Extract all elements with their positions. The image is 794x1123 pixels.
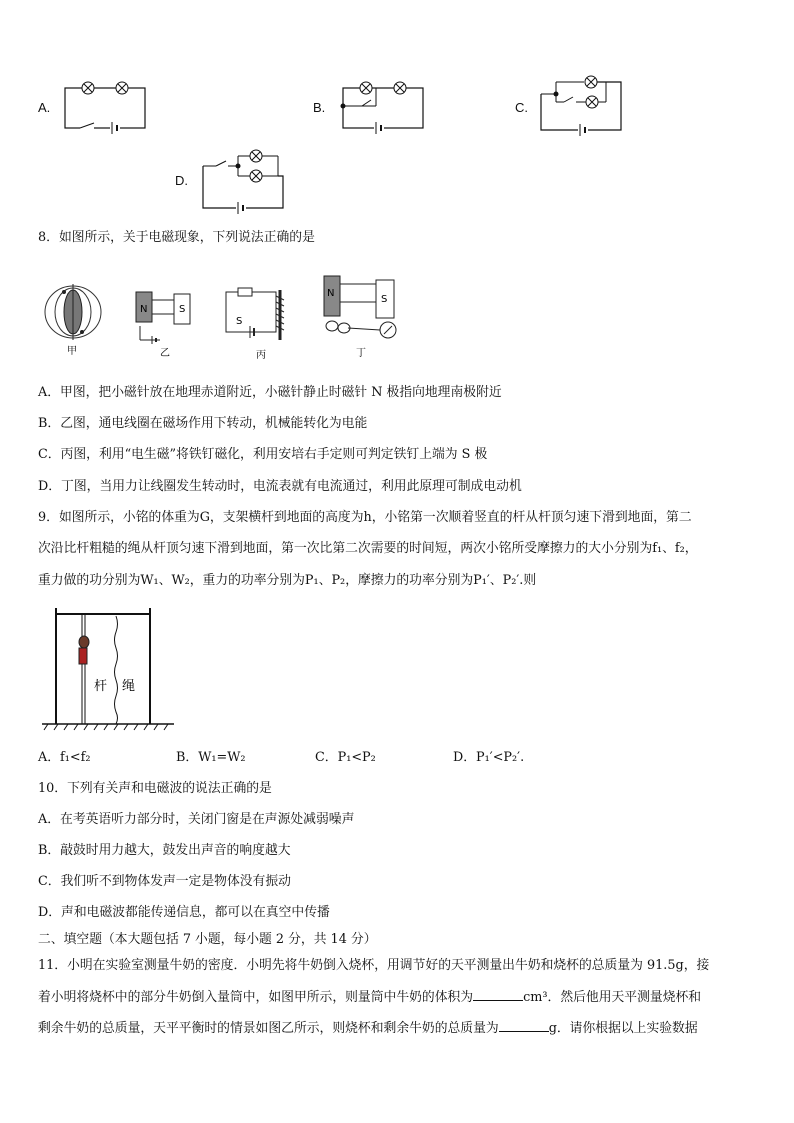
q11-line-1: 11．小明在实验室测量牛奶的密度．小明先将牛奶倒入烧杯，用调节好的天平测量出牛奶和烧杯的总质量为 91.5g，接 [38,958,710,973]
volume-answer-blank[interactable] [473,988,523,1001]
figure-caption-bing: 丙 [256,350,266,361]
figure-caption-yi: 乙 [160,348,170,359]
circuit-diagram-d [198,148,288,214]
figure-yi-motor [130,282,200,360]
figure-mark-s-ding: S [381,294,388,305]
q9-option-b: B．W₁=W₂ [176,750,246,765]
section-heading: 二、填空题（本大题包括 7 小题，每小题 2 分，共 14 分） [38,932,377,947]
figure-pole-and-rope [38,604,178,732]
q10-stem: 10．下列有关声和电磁波的说法正确的是 [38,781,272,796]
figure-label-pole: 杆 [94,679,108,694]
q9-option-c: C．P₁<P₂ [315,750,376,765]
q8-option-c: C．丙图，利用“电生磁”将铁钉磁化，利用安培右手定则可判定铁钉上端为 S 极 [38,447,488,462]
q11-line-2 [38,988,701,1007]
q11-line-2-part-a: 着小明将烧杯中的部分牛奶倒入量筒中，如图甲所示，则量筒中牛奶的体积为 [38,990,474,1005]
mass-answer-blank[interactable] [499,1019,549,1032]
figure-ding-generator [318,266,402,360]
circuit-diagram-c [536,74,626,136]
q11-line-3-part-b: g．请你根据以上实验数据 [548,1021,698,1036]
q10-option-d: D．声和电磁波都能传递信息，都可以在真空中传播 [38,905,330,920]
figure-mark-s-bing: S [236,316,243,327]
circuit-diagram-b [338,78,428,134]
q9-line-2: 次沿比杆粗糙的绳从杆顶匀速下滑到地面，第一次比第二次需要的时间短，两次小铭所受摩擦力的大小分别为f₁、f₂， [38,541,698,556]
figure-mark-n: N [140,304,148,315]
figure-mark-s: S [179,304,186,315]
q11-line-2-part-b: cm³．然后他用天平测量烧杯和 [523,990,702,1005]
figure-caption-jia: 甲 [67,346,77,357]
q8-stem: 8．如图所示，关于电磁现象，下列说法正确的是 [38,230,315,245]
q9-option-a: A．f₁<f₂ [38,750,91,765]
figure-caption-ding: 丁 [356,348,366,359]
q11-line-3-part-a: 剩余牛奶的总质量，天平平衡时的情景如图乙所示，则烧杯和剩余牛奶的总质量为 [38,1021,499,1036]
q10-option-b: B．敲鼓时用力越大，鼓发出声音的响度越大 [38,843,291,858]
option-a-label: A. [38,100,51,115]
q9-line-1: 9．如图所示，小铭的体重为G，支架横杆到地面的高度为h，小铭第一次顺着竖直的杆从杆顶匀速下滑到地面，第二 [38,510,692,525]
option-b-label: B. [313,100,326,115]
figure-label-rope: 绳 [122,679,136,694]
option-c-label: C. [515,100,528,115]
figure-jia-magnet-field [40,278,106,358]
circuit-diagram-a [60,78,150,134]
q11-line-3 [38,1019,698,1038]
figure-mark-n-ding: N [327,288,335,299]
q8-option-d: D．丁图，当用力让线圈发生转动时，电流表就有电流通过，利用此原理可制成电动机 [38,479,522,494]
q9-line-3: 重力做的功分别为W₁、W₂，重力的功率分别为P₁、P₂，摩擦力的功率分别为P₁′、P₂′.则 [38,573,537,588]
option-d-label: D. [175,173,188,188]
q9-option-d: D．P₁′<P₂′. [453,750,525,765]
figure-bing-electromagnet [222,284,294,360]
q10-option-a: A．在考英语听力部分时，关闭门窗是在声源处减弱噪声 [38,812,355,827]
q8-option-b: B．乙图，通电线圈在磁场作用下转动，机械能转化为电能 [38,416,368,431]
q10-option-c: C．我们听不到物体发声一定是物体没有振动 [38,874,291,889]
q8-option-a: A．甲图，把小磁针放在地理赤道附近，小磁针静止时磁针 N 极指向地理南极附近 [38,385,502,400]
